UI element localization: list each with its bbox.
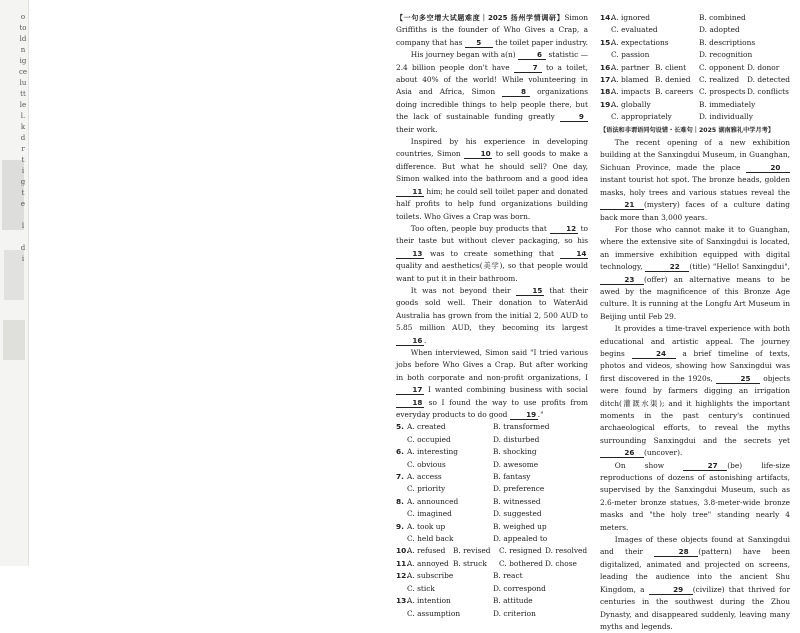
text-span: quality and aesthetics(美学), so that people would want to put it in their bathroom. [396, 261, 588, 283]
option-row [600, 111, 790, 123]
blank-23: 23 [600, 275, 644, 285]
text-span: C. obvious [407, 459, 446, 469]
text-span: 19. [600, 99, 614, 109]
text-span: Too often, people buy products that [410, 223, 550, 233]
text-span: C. stick [407, 583, 435, 593]
text-span: His journey began with a(n) [410, 50, 519, 60]
sidebar-text-fragment: o to ld n ig ce lu tt le l. k d r t i g t e l d i [18, 13, 28, 263]
option-row [396, 446, 588, 458]
text-span: D. awesome [493, 459, 539, 469]
blank-16: 16 [396, 336, 424, 346]
text-span: (mystery) faces of a culture dating back more than 3,000 years. [600, 200, 790, 222]
text-span: I wanted combining business with social [424, 385, 588, 395]
text-span: the toilet paper industry. [492, 37, 589, 47]
text-span: B. client [655, 62, 687, 72]
blank-6: 6 [518, 50, 546, 60]
text-span: 16. [600, 62, 614, 72]
text-span: A. globally [611, 99, 651, 109]
text-span: For those who cannot make it to Guanghan, where the extensive site of Sanxingdui is located, an immersive exhibition equipped with digital technology, [600, 224, 790, 272]
paragraph-3 [396, 136, 588, 223]
text-span: B. careers [655, 87, 694, 97]
text-span: 12. [396, 571, 410, 581]
text-span: D. appealed to [493, 534, 548, 544]
text-span: 9. [396, 521, 404, 531]
text-span: On show [614, 460, 684, 470]
blank-26: 26 [600, 448, 644, 458]
text-span: instant tourist hot spot. The bronze heads, golden masks, holy trees and various statues reveal the [600, 175, 790, 197]
text-span: D. criterion [493, 608, 536, 618]
blank-12: 12 [550, 224, 578, 234]
text-span: A. took up [407, 521, 446, 531]
option-row [396, 459, 588, 471]
text-span: D. suggested [493, 509, 542, 519]
text-span: D. adopted [699, 25, 740, 35]
text-span: C. evaluated [611, 25, 658, 35]
spacer [396, 583, 407, 595]
text-span: to a toilet, about 40% of the world! While volunteering in Asia and Africa, Simon [396, 62, 588, 97]
text-span: B. react [493, 571, 523, 581]
text-span: (uncover). [644, 448, 683, 458]
text-span: 18. [600, 87, 614, 97]
option-row [396, 434, 588, 446]
grammar-header [600, 124, 790, 137]
paragraph-4 [396, 223, 588, 285]
text-span: The recent opening of a new exhibition building at the Sanxingdui Museum, in Guanghan, Sichuan Province, made the place [600, 138, 790, 172]
option-row [396, 483, 588, 495]
spacer [396, 434, 407, 446]
text-span: A. expectations [611, 37, 669, 47]
text-span: 11. [396, 558, 410, 568]
text-span: C. held back [407, 534, 454, 544]
text-span: B. attitude [493, 596, 533, 606]
option-row [396, 496, 588, 508]
option-row-4 [600, 74, 790, 86]
spacer [396, 608, 407, 620]
blank-13: 13 [396, 249, 424, 259]
text-span: A. refused [407, 546, 446, 556]
blank-10: 10 [464, 149, 492, 159]
text-span: A. partner [611, 62, 650, 72]
text-span: to sell goods to make a difference. But what he should sell? One day, Simon walked into the bathroom and a good idea [396, 149, 588, 184]
blank-9: 9 [560, 112, 588, 122]
text-span: 14. [600, 13, 614, 22]
text-span: When interviewed, Simon said "I tried various jobs before Who Gives a Crap. But after working in both corporate and non-profit organizations, I [396, 347, 588, 382]
text-span: . [424, 335, 427, 345]
text-span: A. announced [407, 496, 459, 506]
blank-15: 15 [516, 286, 544, 296]
text-span: D. donor [747, 62, 780, 72]
section-header-tag: 【一句多空增大试题难度｜2025 扬州学情调研】 [396, 14, 565, 22]
text-span: Simon Griffiths is the founder of Who Gives a Crap, a company that has [396, 13, 588, 47]
options-right [600, 12, 790, 124]
blank-5: 5 [465, 38, 493, 48]
passage-right-column [600, 12, 790, 633]
text-span: a brief timeline of texts, photos and videos, showing how Sanxingdui was first discovered in the 1920s, [600, 348, 790, 383]
text-span: B. revised [453, 546, 491, 556]
text-span: It provides a time-travel experience with both educational and artistic appeal. The journey begins [600, 324, 790, 358]
options-left [396, 421, 588, 620]
text-span: that their goods sold well. Their donation to WaterAid Australia has grown from the initial 2, 500 AUD to 5.85 million AUD, they becoming its largest [396, 285, 588, 333]
text-span: It was not beyond their [410, 285, 516, 295]
spacer [396, 508, 407, 520]
text-span: D. disturbed [493, 434, 540, 444]
text-span: C. realized [699, 75, 740, 85]
option-row [600, 99, 790, 111]
text-span: D. correspond [493, 583, 546, 593]
text-span: C. occupied [407, 434, 451, 444]
text-span: 17. [600, 75, 614, 85]
text-span: C. bothered [499, 558, 544, 568]
text-span: D. resolved [545, 546, 588, 556]
blank-29: 29 [649, 585, 693, 595]
paragraph-5 [396, 285, 588, 347]
blank-14: 14 [560, 249, 588, 259]
spacer [600, 111, 611, 123]
text-span: D. individually [699, 112, 753, 122]
blank-17: 17 [396, 385, 424, 395]
blank-7: 7 [514, 63, 542, 73]
spacer [600, 49, 611, 61]
blank-24: 24 [632, 349, 676, 359]
page-edge-strip [0, 0, 29, 566]
text-span: B. witnessed [493, 496, 541, 506]
blank-25: 25 [716, 374, 760, 384]
text-span: D. chose [545, 558, 577, 568]
blank-8: 8 [502, 87, 530, 97]
option-row [396, 583, 588, 595]
spacer [396, 533, 407, 545]
text-span: (title) "Hello! Sanxingdui", [689, 262, 791, 272]
text-span: C. priority [407, 484, 446, 494]
passage-left-column [396, 12, 588, 620]
text-span: their work. [396, 124, 438, 134]
text-span: A. impacts [611, 87, 651, 97]
text-span: 8. [396, 496, 404, 506]
blank-19: 19 [510, 410, 538, 420]
option-row [396, 521, 588, 533]
option-row [600, 12, 790, 24]
text-span: ." [537, 410, 544, 419]
option-row [600, 24, 790, 36]
option-row [396, 508, 588, 520]
option-row [600, 49, 790, 61]
blank-18: 18 [396, 398, 424, 408]
text-span: C. passion [611, 50, 650, 60]
blank-20: 20 [746, 163, 790, 173]
text-span: 13. [396, 596, 410, 606]
text-span: to their taste but without clever packaging, so his [396, 223, 588, 246]
text-span: 15. [600, 37, 614, 47]
text-span: 7. [396, 472, 404, 482]
spacer [600, 24, 611, 36]
text-span: B. denied [655, 75, 691, 85]
spacer [396, 483, 407, 495]
option-row-4 [600, 62, 790, 74]
blank-21: 21 [600, 200, 644, 210]
text-span: objects were found by farmers digging an irrigation ditch(灌溉水渠); and it highlights the important moments in the past century's continued archaeological efforts, to reveal the myths surrounding Sanxingdui and the secrets yet [600, 373, 790, 445]
option-row [396, 421, 588, 433]
option-row-4 [396, 545, 588, 557]
grammar-paragraph-2 [600, 224, 790, 323]
text-span: (be) life-size reproductions of dozens of astonishing artifacts, supervised by the Sanxingdui Museum, such as 2.6-meter bronze statues, 3.8-meter-wide bronze masks and "the holy tree" standing nearly 4 meters. [600, 460, 790, 532]
text-span: D. detected [746, 75, 791, 85]
text-span: B. fantasy [493, 472, 531, 482]
text-span: B. shocking [493, 447, 537, 457]
text-span: statistic — 2.4 billion people don't have [396, 50, 589, 72]
text-span: was to create something that [424, 248, 560, 258]
text-span: A. created [407, 422, 446, 432]
text-span: D. preference [493, 484, 545, 494]
blank-27: 27 [683, 461, 727, 471]
text-span: A. annoyed [407, 558, 449, 568]
text-span: A. ignored [611, 13, 650, 22]
text-span: A. blamed [611, 75, 649, 85]
paragraph-2 [396, 49, 588, 136]
option-row [396, 533, 588, 545]
option-row-4 [396, 558, 588, 570]
text-span: B. struck [453, 558, 487, 568]
text-span: 10. [396, 546, 410, 556]
blank-22: 22 [645, 262, 689, 272]
text-span: D. conflicts [747, 87, 789, 97]
option-row [396, 570, 588, 582]
grammar-paragraph-4 [600, 460, 790, 534]
text-span: A. intention [407, 596, 451, 606]
text-span: B. transformed [493, 422, 550, 432]
option-row [396, 608, 588, 620]
grammar-paragraph-5 [600, 534, 790, 633]
text-span: D. recognition [699, 50, 753, 60]
option-row-4 [600, 86, 790, 98]
text-span: (offer) an alternative means to be awed by the magnificence of this Bronze Age culture. It is running at the Longfu Art Museum in Beijing until Feb 29. [600, 274, 790, 321]
text-span: C. resigned [499, 546, 542, 556]
blank-28: 28 [654, 547, 698, 557]
text-span: A. access [407, 472, 442, 482]
text-span: C. prospects [699, 87, 746, 97]
text-span: (civilize) that thrived for centuries in the southwest during the Zhou Dynasty, and disappeared suddenly, leaving many myths and legends. [600, 584, 790, 631]
text-span: (pattern) have been digitalized, animated and projected on screens, leading the audience into the ancient Shu Kingdom, a [600, 547, 790, 594]
text-span: organizations doing incredible things to help people there, but the lack of sustainable funding greatly [396, 87, 588, 122]
text-span: 5. [396, 422, 404, 432]
text-span: C. opponent [699, 62, 745, 72]
paragraph-6 [396, 347, 588, 421]
text-span: C. appropriately [611, 112, 672, 122]
text-span: B. weighed up [493, 521, 547, 531]
text-span: so I found the way to use profits from everyday products to do good [396, 397, 588, 419]
text-span: A. interesting [407, 447, 459, 457]
text-span: C. imagined [407, 509, 452, 519]
text-span: 6. [396, 447, 404, 457]
text-span: 【语法和非谓语同句设错・长难句｜2025 湖南雅礼中学月考】 [600, 126, 775, 134]
text-span: B. combined [699, 13, 746, 22]
option-row [600, 37, 790, 49]
grammar-paragraph-3 [600, 323, 790, 459]
blank-11: 11 [396, 187, 424, 197]
text-span: him; he could sell toilet paper and donated half profits to help fund organizations building toilets. Who Gives a Crap was born. [396, 186, 588, 221]
spacer [396, 459, 407, 471]
grammar-paragraph-1 [600, 137, 790, 224]
text-span: A. subscribe [407, 571, 454, 581]
option-row [396, 595, 588, 607]
text-span: B. descriptions [699, 37, 756, 47]
text-span: B. immediately [699, 99, 756, 109]
text-span: C. assumption [407, 608, 461, 618]
paragraph-1 [396, 12, 588, 49]
text-span: Inspired by his experience in developing countries, Simon [396, 137, 588, 159]
text-span: Images of these objects found at Sanxingdui and their [600, 535, 790, 557]
option-row [396, 471, 588, 483]
